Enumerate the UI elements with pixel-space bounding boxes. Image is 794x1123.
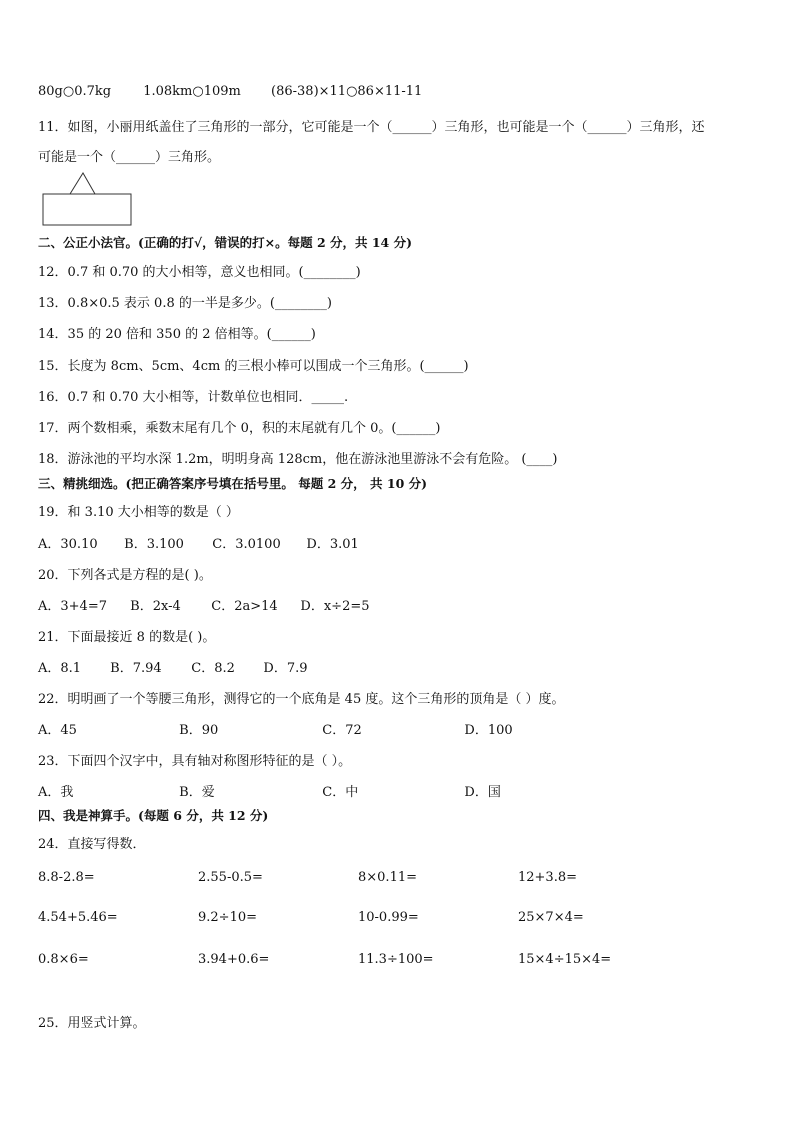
compare-item: (86-38)×11○86×11-11	[271, 84, 423, 99]
option-d: D．国	[464, 785, 501, 800]
question-19: 19．和 3.10 大小相等的数是（ ）	[38, 505, 239, 520]
option-c: C．72	[322, 723, 362, 738]
compare-line	[38, 84, 422, 99]
option-b: B．2x-4	[130, 599, 181, 614]
calc-item: 10-0.99=	[358, 910, 419, 925]
calc-item: 2.55-0.5=	[198, 870, 263, 885]
option-d: D．3.01	[306, 537, 359, 552]
question-17: 17．两个数相乘，乘数末尾有几个 0，积的末尾就有几个 0。(______)	[38, 421, 441, 436]
calc-item: 12+3.8=	[518, 870, 578, 885]
option-b: B．7.94	[110, 661, 162, 676]
question-21-options	[38, 657, 308, 676]
option-a: A．3+4=7	[38, 599, 107, 614]
question-13: 13．0.8×0.5 表示 0.8 的一半是多少。(________)	[38, 296, 332, 311]
section-3-heading: 三、精挑细选。(把正确答案序号填在括号里。 每题 2 分， 共 10 分)	[38, 476, 428, 491]
option-c: C．中	[322, 785, 359, 800]
option-a: A．8.1	[38, 661, 82, 676]
question-25: 25．用竖式计算。	[38, 1016, 146, 1031]
option-b: B．爱	[179, 785, 215, 800]
question-22-options	[38, 719, 513, 738]
calc-item: 3.94+0.6=	[198, 952, 270, 967]
covered-triangle-figure	[40, 172, 136, 228]
option-a: A．45	[38, 723, 77, 738]
calc-item: 4.54+5.46=	[38, 910, 118, 925]
question-14: 14．35 的 20 倍和 350 的 2 倍相等。(______)	[38, 327, 316, 342]
question-18: 18．游泳池的平均水深 1.2m，明明身高 128cm，他在游泳池里游泳不会有危险。 (____)	[38, 452, 558, 467]
option-c: C．2a>14	[211, 599, 278, 614]
calc-item: 8×0.11=	[358, 870, 418, 885]
question-19-options	[38, 533, 359, 552]
compare-item: 80g○0.7kg	[38, 84, 112, 99]
question-20-options	[38, 595, 370, 614]
question-15: 15．长度为 8cm、5cm、4cm 的三根小棒可以围成一个三角形。(______)	[38, 359, 469, 374]
question-21: 21．下面最接近 8 的数是( )。	[38, 630, 216, 645]
question-20: 20．下列各式是方程的是( )。	[38, 568, 212, 583]
option-d: D．x÷2=5	[300, 599, 370, 614]
question-11-line2: 可能是一个（______）三角形。	[38, 150, 221, 165]
question-12: 12．0.7 和 0.70 的大小相等，意义也相同。(________)	[38, 265, 361, 280]
question-23: 23．下面四个汉字中，具有轴对称图形特征的是（ ）。	[38, 754, 352, 769]
calc-item: 0.8×6=	[38, 952, 89, 967]
calc-item: 11.3÷100=	[358, 952, 434, 967]
option-d: D．100	[464, 723, 513, 738]
question-11-line1: 11．如图，小丽用纸盖住了三角形的一部分，它可能是一个（______）三角形，也可能是一个（______）三角形，还	[38, 120, 705, 135]
question-22: 22．明明画了一个等腰三角形，测得它的一个底角是 45 度。这个三角形的顶角是（ ）度。	[38, 692, 565, 707]
option-c: C．3.0100	[212, 537, 281, 552]
question-16: 16．0.7 和 0.70 大小相等，计数单位也相同．_____.	[38, 390, 349, 405]
question-24: 24．直接写得数．	[38, 837, 146, 852]
option-a: A．我	[38, 785, 74, 800]
calc-item: 8.8-2.8=	[38, 870, 95, 885]
option-c: C．8.2	[191, 661, 235, 676]
calc-item: 15×4÷15×4=	[518, 952, 612, 967]
question-23-options	[38, 781, 501, 800]
option-a: A．30.10	[38, 537, 98, 552]
section-4-heading: 四、我是神算手。(每题 6 分，共 12 分)	[38, 808, 269, 823]
option-d: D．7.9	[263, 661, 308, 676]
section-2-heading: 二、公正小法官。(正确的打√，错误的打×。每题 2 分，共 14 分)	[38, 235, 413, 250]
option-b: B．3.100	[124, 537, 184, 552]
compare-item: 1.08km○109m	[143, 84, 241, 99]
calc-item: 9.2÷10=	[198, 910, 258, 925]
option-b: B．90	[179, 723, 219, 738]
calc-item: 25×7×4=	[518, 910, 584, 925]
